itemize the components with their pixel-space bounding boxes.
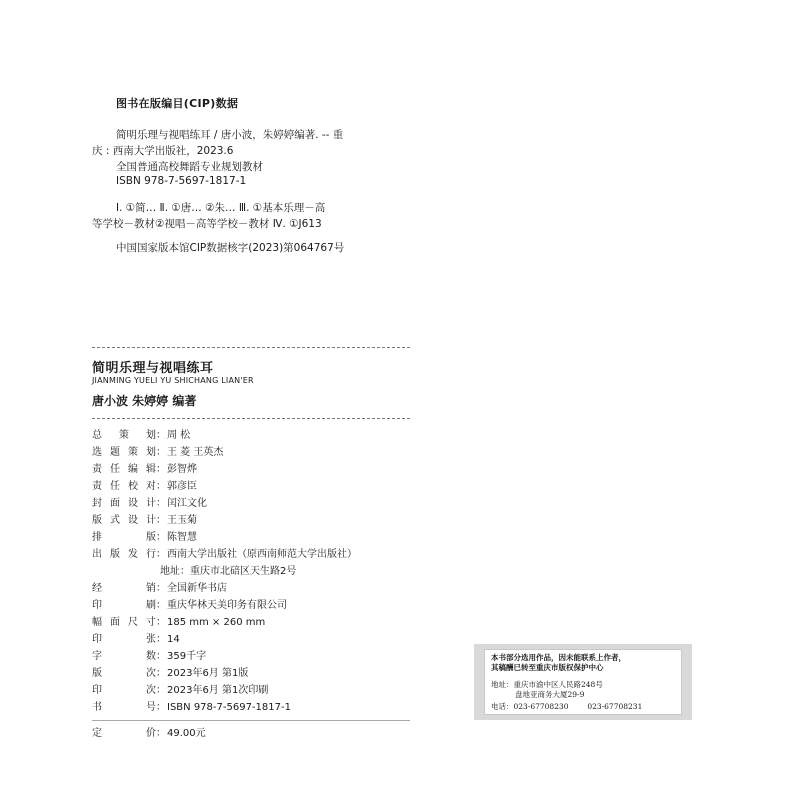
info-row: 责任编辑：彭智烨 xyxy=(92,462,197,479)
info-label: 总 策 划 xyxy=(92,430,156,441)
info-label: 版 次 xyxy=(92,668,156,679)
info-row: 书 号：ISBN 978-7-5697-1817-1 xyxy=(92,700,291,717)
info-value: 全国新华书店 xyxy=(167,583,227,594)
info-value: 彭智烨 xyxy=(167,464,197,475)
info-label: 选题策划 xyxy=(92,447,156,458)
info-label: 印 次 xyxy=(92,685,156,696)
book-pinyin: JIANMING YUELI YU SHICHANG LIAN'ER xyxy=(92,376,254,385)
cip-line: 简明乐理与视唱练耳 / 唐小波，朱婷婷编著. -- 重 xyxy=(116,129,344,141)
info-value: ISBN 978-7-5697-1817-1 xyxy=(167,702,291,713)
notice-line: 本书部分选用作品，因未能联系上作者， xyxy=(491,653,626,662)
notice-phone: 023-67708231 xyxy=(587,702,643,711)
info-label: 版式设计 xyxy=(92,515,156,526)
notice-phone: 023-67708230 xyxy=(513,702,569,711)
notice-phone-row xyxy=(491,702,642,713)
info-label: 责任校对 xyxy=(92,481,156,492)
info-value: 2023年6月 第1次印刷 xyxy=(167,685,269,696)
info-row: 印 刷：重庆华林天美印务有限公司 xyxy=(92,598,287,615)
info-value: 王 菱 王英杰 xyxy=(167,447,224,458)
info-value: 359千字 xyxy=(167,651,207,662)
notice-phone-label: 电话： xyxy=(491,702,514,711)
info-value: 王玉菊 xyxy=(167,515,197,526)
cip-line: Ⅰ. ①简… Ⅱ. ①唐… ②朱… Ⅲ. ①基本乐理－高 xyxy=(116,202,326,214)
notice-address: 地址：重庆市渝中区人民路248号 xyxy=(491,680,603,689)
info-value: 2023年6月 第1版 xyxy=(167,668,249,679)
info-value: 重庆华林天美印务有限公司 xyxy=(167,600,287,611)
info-row: 字 数：359千字 xyxy=(92,649,206,666)
info-value: 185 mm × 260 mm xyxy=(167,617,266,628)
info-row: 版 次：2023年6月 第1版 xyxy=(92,666,248,683)
info-row: 责任校对：郭彦臣 xyxy=(92,479,197,496)
cip-line: 庆 : 西南大学出版社，2023.6 xyxy=(92,145,234,157)
info-row: 选题策划：王 菱 王英杰 xyxy=(92,445,223,462)
book-authors: 唐小波 朱婷婷 编著 xyxy=(92,394,197,408)
copyright-notice-box xyxy=(474,644,692,720)
notice-line: 其稿酬已转至重庆市版权保护中心 xyxy=(491,663,604,672)
info-label: 经 销 xyxy=(92,583,156,594)
separator-rule xyxy=(92,720,410,721)
info-label: 出版发行 xyxy=(92,549,156,560)
price-row: 定 价：49.00元 xyxy=(92,726,206,743)
cip-isbn: ISBN 978-7-5697-1817-1 xyxy=(116,175,247,187)
info-label: 幅面尺寸 xyxy=(92,617,156,628)
info-label: 字 数 xyxy=(92,651,156,662)
info-row: 封面设计：闰江文化 xyxy=(92,496,207,513)
info-row: 印 次：2023年6月 第1次印刷 xyxy=(92,683,268,700)
info-row: 版式设计：王玉菊 xyxy=(92,513,197,530)
info-row: 出版发行：西南大学出版社（原西南师范大学出版社） xyxy=(92,547,357,564)
cip-line: 等学校－教材②视唱－高等学校－教材 Ⅳ. ①J613 xyxy=(92,218,322,230)
publisher-address: 地址：重庆市北碚区天生路2号 xyxy=(160,566,297,577)
cip-record-number: 中国国家版本馆CIP数据核字(2023)第064767号 xyxy=(116,242,345,254)
copyright-notice xyxy=(484,649,682,715)
price-value: 49.00元 xyxy=(167,728,206,739)
info-value: 西南大学出版社（原西南师范大学出版社） xyxy=(167,549,357,560)
info-label: 封面设计 xyxy=(92,498,156,509)
info-value: 周 松 xyxy=(167,430,191,441)
separator-rule xyxy=(92,347,410,348)
info-row: 总 策 划：周 松 xyxy=(92,428,190,445)
info-label: 印 张 xyxy=(92,634,156,645)
info-value: 闰江文化 xyxy=(167,498,207,509)
price-label: 定 价 xyxy=(92,728,156,739)
info-label: 责任编辑 xyxy=(92,464,156,475)
info-label: 排 版 xyxy=(92,532,156,543)
info-value: 郭彦臣 xyxy=(167,481,197,492)
info-label: 印 刷 xyxy=(92,600,156,611)
info-row: 经 销：全国新华书店 xyxy=(92,581,227,598)
book-title: 简明乐理与视唱练耳 xyxy=(92,361,214,376)
info-row: 印 张：14 xyxy=(92,632,180,649)
info-row: 幅面尺寸：185 mm × 260 mm xyxy=(92,615,265,632)
separator-rule xyxy=(92,418,410,419)
info-row: 排 版：陈智慧 xyxy=(92,530,197,547)
info-value: 14 xyxy=(167,634,180,645)
info-label: 书 号 xyxy=(92,702,156,713)
cip-heading: 图书在版编目(CIP)数据 xyxy=(116,97,239,110)
notice-address: 盘地亚商务大厦29-9 xyxy=(515,690,585,699)
info-value: 陈智慧 xyxy=(167,532,197,543)
cip-line: 全国普通高校舞蹈专业规划教材 xyxy=(116,161,263,173)
